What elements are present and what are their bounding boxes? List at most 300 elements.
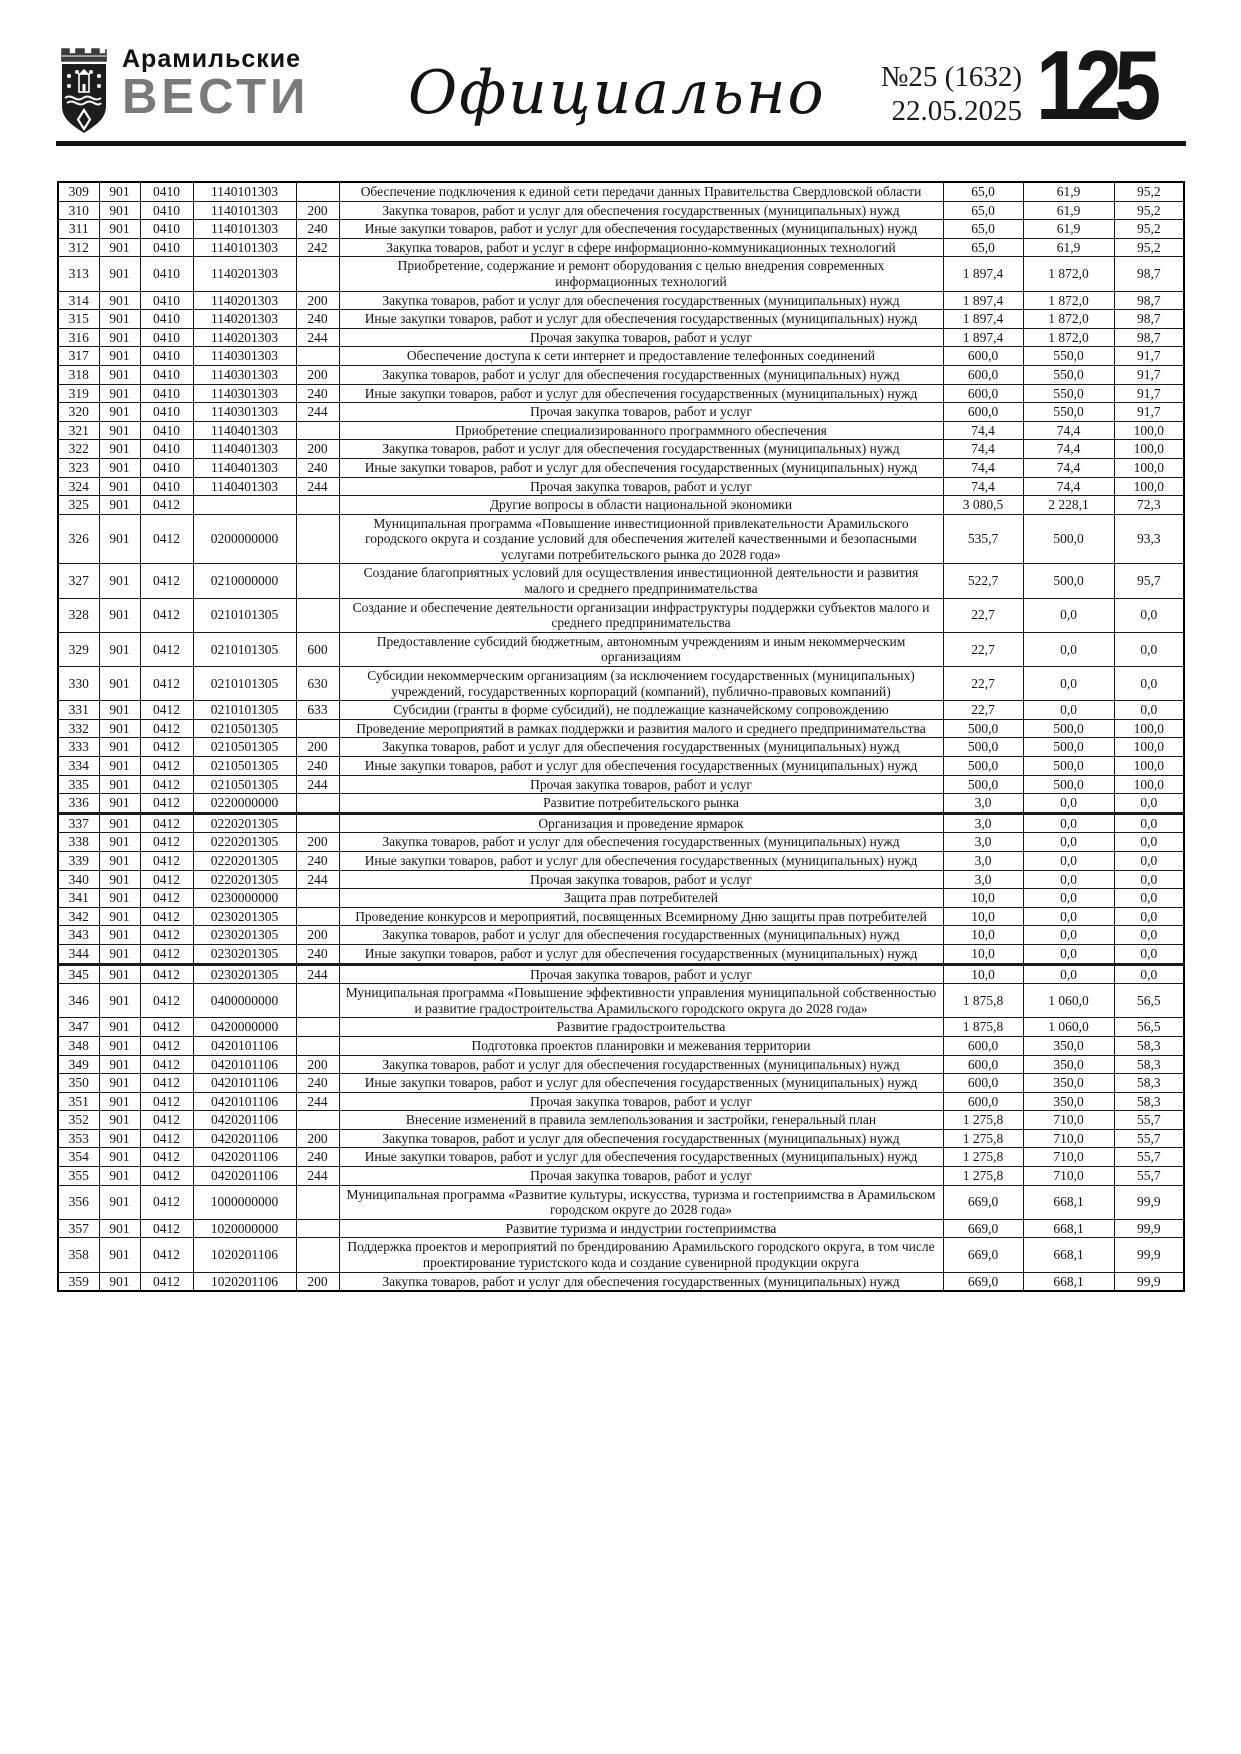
row-num-cell: 324 [58,477,99,496]
section-code-cell: 0412 [140,632,193,666]
executed-value-cell: 500,0 [1023,564,1114,598]
target-article-code-cell: 1140301303 [193,365,296,384]
grbs-code-cell: 901 [99,775,140,794]
percent-value-cell: 0,0 [1114,813,1184,833]
description-cell: Предоставление субсидий бюджетным, автономным учреждениям и иным некоммерческим организациям [339,632,943,666]
section-code-cell: 0410 [140,328,193,347]
grbs-code-cell: 901 [99,907,140,926]
section-code-cell: 0412 [140,719,193,738]
section-code-cell: 0412 [140,1129,193,1148]
expense-type-code-cell: 200 [296,291,339,310]
section-code-cell: 0410 [140,440,193,459]
description-cell: Иные закупки товаров, работ и услуг для обеспечения государственных (муниципальных) нужд [339,310,943,329]
executed-value-cell: 1 872,0 [1023,310,1114,329]
executed-value-cell: 61,9 [1023,201,1114,220]
table-row [58,238,1184,257]
description-cell: Организация и проведение ярмарок [339,813,943,833]
grbs-code-cell: 901 [99,813,140,833]
table-row [58,738,1184,757]
description-cell: Защита прав потребителей [339,889,943,908]
percent-value-cell: 95,2 [1114,182,1184,201]
section-code-cell: 0410 [140,403,193,422]
section-code-cell: 0412 [140,964,193,984]
row-num-cell: 349 [58,1055,99,1074]
percent-value-cell: 91,7 [1114,403,1184,422]
approved-value-cell: 1 897,4 [943,291,1023,310]
percent-value-cell: 56,5 [1114,984,1184,1018]
percent-value-cell: 0,0 [1114,944,1184,964]
section-code-cell: 0412 [140,984,193,1018]
approved-value-cell: 10,0 [943,907,1023,926]
table-row [58,944,1184,964]
section-code-cell: 0412 [140,833,193,852]
row-num-cell: 347 [58,1018,99,1037]
table-row [58,833,1184,852]
expense-type-code-cell: 630 [296,667,339,701]
target-article-code-cell: 1140101303 [193,238,296,257]
approved-value-cell: 22,7 [943,632,1023,666]
percent-value-cell: 58,3 [1114,1036,1184,1055]
section-code-cell: 0412 [140,1111,193,1130]
table-row [58,1167,1184,1186]
target-article-code-cell: 0210501305 [193,757,296,776]
row-num-cell: 359 [58,1272,99,1291]
section-code-cell: 0412 [140,1055,193,1074]
percent-value-cell: 0,0 [1114,598,1184,632]
approved-value-cell: 600,0 [943,1092,1023,1111]
row-num-cell: 344 [58,944,99,964]
section-code-cell: 0412 [140,926,193,945]
description-cell: Закупка товаров, работ и услуг для обеспечения государственных (муниципальных) нужд [339,1055,943,1074]
approved-value-cell: 1 897,4 [943,328,1023,347]
target-article-code-cell: 1140401303 [193,440,296,459]
description-cell: Иные закупки товаров, работ и услуг для обеспечения государственных (муниципальных) нужд [339,384,943,403]
target-article-code-cell: 1140401303 [193,458,296,477]
executed-value-cell: 74,4 [1023,477,1114,496]
row-num-cell: 334 [58,757,99,776]
grbs-code-cell: 901 [99,757,140,776]
percent-value-cell: 56,5 [1114,1018,1184,1037]
table-row [58,365,1184,384]
section-code-cell: 0410 [140,384,193,403]
row-num-cell: 323 [58,458,99,477]
executed-value-cell: 668,1 [1023,1238,1114,1272]
grbs-code-cell: 901 [99,794,140,814]
percent-value-cell: 55,7 [1114,1167,1184,1186]
description-cell: Создание благоприятных условий для осуществления инвестиционной деятельности и развития малого и среднего предпринимательства [339,564,943,598]
grbs-code-cell: 901 [99,365,140,384]
table-row [58,1272,1184,1291]
grbs-code-cell: 901 [99,201,140,220]
row-num-cell: 336 [58,794,99,814]
target-article-code-cell: 0210000000 [193,564,296,598]
executed-value-cell: 0,0 [1023,833,1114,852]
expense-type-code-cell [296,813,339,833]
table-row [58,458,1184,477]
approved-value-cell: 1 897,4 [943,310,1023,329]
percent-value-cell: 100,0 [1114,775,1184,794]
masthead-divider [56,141,1186,146]
row-num-cell: 348 [58,1036,99,1055]
table-row [58,1129,1184,1148]
row-num-cell: 354 [58,1148,99,1167]
table-row [58,1055,1184,1074]
table-row [58,632,1184,666]
grbs-code-cell: 901 [99,220,140,239]
percent-value-cell: 98,7 [1114,257,1184,291]
row-num-cell: 315 [58,310,99,329]
expense-type-code-cell: 240 [296,220,339,239]
description-cell: Прочая закупка товаров, работ и услуг [339,964,943,984]
grbs-code-cell: 901 [99,1036,140,1055]
expense-type-code-cell: 200 [296,1055,339,1074]
section-code-cell: 0412 [140,757,193,776]
target-article-code-cell: 0220201305 [193,813,296,833]
expense-type-code-cell [296,514,339,564]
percent-value-cell: 100,0 [1114,440,1184,459]
percent-value-cell: 100,0 [1114,477,1184,496]
issue-number: №25 (1632) [880,61,1022,93]
approved-value-cell: 3,0 [943,833,1023,852]
table-row [58,477,1184,496]
table-row [58,496,1184,515]
executed-value-cell: 710,0 [1023,1111,1114,1130]
percent-value-cell: 0,0 [1114,851,1184,870]
percent-value-cell: 100,0 [1114,738,1184,757]
percent-value-cell: 55,7 [1114,1129,1184,1148]
grbs-code-cell: 901 [99,310,140,329]
approved-value-cell: 600,0 [943,384,1023,403]
row-num-cell: 346 [58,984,99,1018]
description-cell: Развитие туризма и индустрии гостеприимства [339,1219,943,1238]
description-cell: Закупка товаров, работ и услуг для обеспечения государственных (муниципальных) нужд [339,291,943,310]
description-cell: Прочая закупка товаров, работ и услуг [339,477,943,496]
section-code-cell: 0412 [140,851,193,870]
grbs-code-cell: 901 [99,667,140,701]
expense-type-code-cell: 200 [296,926,339,945]
row-num-cell: 356 [58,1185,99,1219]
target-article-code-cell: 0420201106 [193,1129,296,1148]
expense-type-code-cell [296,1238,339,1272]
target-article-code-cell: 0420101106 [193,1036,296,1055]
description-cell: Проведение мероприятий в рамках поддержки и развития малого и среднего предпринимательства [339,719,943,738]
approved-value-cell: 500,0 [943,719,1023,738]
row-num-cell: 321 [58,421,99,440]
expense-type-code-cell: 244 [296,477,339,496]
description-cell: Иные закупки товаров, работ и услуг для обеспечения государственных (муниципальных) нужд [339,1074,943,1093]
table-row [58,851,1184,870]
row-num-cell: 343 [58,926,99,945]
target-article-code-cell: 0230201305 [193,907,296,926]
description-cell: Другие вопросы в области национальной экономики [339,496,943,515]
row-num-cell: 332 [58,719,99,738]
approved-value-cell: 600,0 [943,347,1023,366]
table-row [58,201,1184,220]
target-article-code-cell: 1140301303 [193,347,296,366]
section-code-cell: 0410 [140,365,193,384]
description-cell: Иные закупки товаров, работ и услуг для обеспечения государственных (муниципальных) нужд [339,220,943,239]
target-article-code-cell: 0200000000 [193,514,296,564]
approved-value-cell: 10,0 [943,926,1023,945]
approved-value-cell: 74,4 [943,440,1023,459]
grbs-code-cell: 901 [99,1111,140,1130]
newspaper-logo [58,46,309,136]
section-code-cell: 0412 [140,514,193,564]
expense-type-code-cell [296,257,339,291]
executed-value-cell: 0,0 [1023,813,1114,833]
grbs-code-cell: 901 [99,944,140,964]
expense-type-code-cell: 200 [296,440,339,459]
expense-type-code-cell: 240 [296,944,339,964]
executed-value-cell: 550,0 [1023,365,1114,384]
grbs-code-cell: 901 [99,889,140,908]
target-article-code-cell: 0230201305 [193,926,296,945]
expense-type-code-cell [296,496,339,515]
table-row [58,421,1184,440]
percent-value-cell: 100,0 [1114,719,1184,738]
table-row [58,889,1184,908]
approved-value-cell: 1 275,8 [943,1148,1023,1167]
target-article-code-cell: 1020000000 [193,1219,296,1238]
row-num-cell: 333 [58,738,99,757]
percent-value-cell: 98,7 [1114,310,1184,329]
expense-type-code-cell [296,347,339,366]
target-article-code-cell: 1140201303 [193,310,296,329]
section-code-cell: 0412 [140,701,193,720]
row-num-cell: 319 [58,384,99,403]
description-cell: Прочая закупка товаров, работ и услуг [339,1167,943,1186]
description-cell: Закупка товаров, работ и услуг для обеспечения государственных (муниципальных) нужд [339,1129,943,1148]
grbs-code-cell: 901 [99,984,140,1018]
executed-value-cell: 74,4 [1023,421,1114,440]
approved-value-cell: 10,0 [943,944,1023,964]
approved-value-cell: 1 875,8 [943,1018,1023,1037]
target-article-code-cell: 1140301303 [193,403,296,422]
section-code-cell: 0412 [140,1185,193,1219]
section-code-cell: 0412 [140,944,193,964]
row-num-cell: 331 [58,701,99,720]
issue-block [881,60,1022,128]
percent-value-cell: 58,3 [1114,1092,1184,1111]
percent-value-cell: 0,0 [1114,889,1184,908]
row-num-cell: 325 [58,496,99,515]
target-article-code-cell: 0220201305 [193,870,296,889]
row-num-cell: 345 [58,964,99,984]
grbs-code-cell: 901 [99,1018,140,1037]
grbs-code-cell: 901 [99,182,140,201]
executed-value-cell: 500,0 [1023,757,1114,776]
executed-value-cell: 1 872,0 [1023,291,1114,310]
percent-value-cell: 0,0 [1114,701,1184,720]
description-cell: Обеспечение доступа к сети интернет и предоставление телефонных соединений [339,347,943,366]
expense-type-code-cell [296,598,339,632]
grbs-code-cell: 901 [99,257,140,291]
row-num-cell: 338 [58,833,99,852]
approved-value-cell: 10,0 [943,889,1023,908]
table-row [58,926,1184,945]
executed-value-cell: 74,4 [1023,440,1114,459]
executed-value-cell: 350,0 [1023,1036,1114,1055]
section-code-cell: 0412 [140,738,193,757]
percent-value-cell: 91,7 [1114,365,1184,384]
grbs-code-cell: 901 [99,1185,140,1219]
approved-value-cell: 1 875,8 [943,984,1023,1018]
section-code-cell: 0412 [140,1238,193,1272]
row-num-cell: 317 [58,347,99,366]
section-code-cell: 0412 [140,870,193,889]
table-row [58,813,1184,833]
expense-type-code-cell: 244 [296,964,339,984]
row-num-cell: 352 [58,1111,99,1130]
approved-value-cell: 600,0 [943,1074,1023,1093]
expense-type-code-cell [296,1018,339,1037]
table-row [58,347,1184,366]
approved-value-cell: 3,0 [943,851,1023,870]
percent-value-cell: 0,0 [1114,833,1184,852]
coat-of-arms-icon [58,46,110,136]
target-article-code-cell: 0420101106 [193,1055,296,1074]
executed-value-cell: 0,0 [1023,794,1114,814]
row-num-cell: 328 [58,598,99,632]
row-num-cell: 310 [58,201,99,220]
grbs-code-cell: 901 [99,403,140,422]
approved-value-cell: 1 275,8 [943,1129,1023,1148]
expense-type-code-cell: 244 [296,403,339,422]
approved-value-cell: 65,0 [943,182,1023,201]
expense-type-code-cell [296,719,339,738]
percent-value-cell: 72,3 [1114,496,1184,515]
row-num-cell: 322 [58,440,99,459]
table-row [58,667,1184,701]
expense-type-code-cell: 200 [296,738,339,757]
percent-value-cell: 100,0 [1114,421,1184,440]
expense-type-code-cell: 244 [296,775,339,794]
table-row [58,1092,1184,1111]
row-num-cell: 320 [58,403,99,422]
executed-value-cell: 1 060,0 [1023,984,1114,1018]
row-num-cell: 358 [58,1238,99,1272]
percent-value-cell: 99,9 [1114,1272,1184,1291]
grbs-code-cell: 901 [99,719,140,738]
executed-value-cell: 668,1 [1023,1272,1114,1291]
grbs-code-cell: 901 [99,738,140,757]
target-article-code-cell: 1020201106 [193,1272,296,1291]
table-row [58,1148,1184,1167]
expense-type-code-cell: 200 [296,201,339,220]
executed-value-cell: 0,0 [1023,889,1114,908]
expense-type-code-cell: 240 [296,757,339,776]
expense-type-code-cell [296,907,339,926]
description-cell: Приобретение специализированного программного обеспечения [339,421,943,440]
executed-value-cell: 550,0 [1023,403,1114,422]
row-num-cell: 355 [58,1167,99,1186]
executed-value-cell: 0,0 [1023,851,1114,870]
grbs-code-cell: 901 [99,1148,140,1167]
description-cell: Прочая закупка товаров, работ и услуг [339,1092,943,1111]
grbs-code-cell: 901 [99,347,140,366]
grbs-code-cell: 901 [99,458,140,477]
description-cell: Проведение конкурсов и мероприятий, посвященных Всемирному Дню защиты прав потребителей [339,907,943,926]
expense-type-code-cell: 242 [296,238,339,257]
description-cell: Закупка товаров, работ и услуг для обеспечения государственных (муниципальных) нужд [339,201,943,220]
executed-value-cell: 1 872,0 [1023,257,1114,291]
expense-type-code-cell: 200 [296,365,339,384]
section-code-cell: 0412 [140,1018,193,1037]
section-code-cell: 0410 [140,477,193,496]
description-cell: Муниципальная программа «Повышение инвестиционной привлекательности Арамильского городского округа и создание условий для обеспечения жителей качественными и безопасными услугами потребительского рынка до 2028 года» [339,514,943,564]
approved-value-cell: 22,7 [943,701,1023,720]
executed-value-cell: 710,0 [1023,1129,1114,1148]
table-row [58,403,1184,422]
description-cell: Создание и обеспечение деятельности организации инфраструктуры поддержки субъектов малого и среднего предпринимательства [339,598,943,632]
executed-value-cell: 61,9 [1023,182,1114,201]
section-code-cell: 0412 [140,667,193,701]
section-code-cell: 0410 [140,310,193,329]
approved-value-cell: 1 275,8 [943,1167,1023,1186]
section-code-cell: 0412 [140,1092,193,1111]
expense-type-code-cell: 244 [296,1167,339,1186]
description-cell: Развитие градостроительства [339,1018,943,1037]
description-cell: Закупка товаров, работ и услуг для обеспечения государственных (муниципальных) нужд [339,1272,943,1291]
table-row [58,514,1184,564]
row-num-cell: 309 [58,182,99,201]
approved-value-cell: 65,0 [943,201,1023,220]
expense-type-code-cell: 240 [296,458,339,477]
approved-value-cell: 3 080,5 [943,496,1023,515]
executed-value-cell: 550,0 [1023,347,1114,366]
target-article-code-cell: 1140101303 [193,182,296,201]
section-code-cell: 0412 [140,1074,193,1093]
expense-type-code-cell: 240 [296,310,339,329]
approved-value-cell: 669,0 [943,1185,1023,1219]
expense-type-code-cell: 244 [296,1092,339,1111]
table-row [58,1074,1184,1093]
row-num-cell: 312 [58,238,99,257]
grbs-code-cell: 901 [99,238,140,257]
target-article-code-cell: 0220000000 [193,794,296,814]
section-code-cell: 0410 [140,238,193,257]
row-num-cell: 350 [58,1074,99,1093]
target-article-code-cell: 0210101305 [193,701,296,720]
row-num-cell: 326 [58,514,99,564]
expense-type-code-cell [296,794,339,814]
target-article-code-cell: 1140401303 [193,421,296,440]
grbs-code-cell: 901 [99,1129,140,1148]
percent-value-cell: 58,3 [1114,1074,1184,1093]
percent-value-cell: 0,0 [1114,964,1184,984]
table-row [58,564,1184,598]
percent-value-cell: 98,7 [1114,328,1184,347]
executed-value-cell: 0,0 [1023,964,1114,984]
section-code-cell: 0412 [140,1148,193,1167]
budget-table-body [58,182,1184,1291]
description-cell: Закупка товаров, работ и услуг в сфере информационно-коммуникационных технологий [339,238,943,257]
executed-value-cell: 0,0 [1023,632,1114,666]
executed-value-cell: 500,0 [1023,514,1114,564]
grbs-code-cell: 901 [99,833,140,852]
table-row [58,775,1184,794]
executed-value-cell: 0,0 [1023,944,1114,964]
percent-value-cell: 0,0 [1114,870,1184,889]
grbs-code-cell: 901 [99,1219,140,1238]
description-cell: Муниципальная программа «Развитие культуры, искусства, туризма и гостеприимства в Арамильском городском округе до 2028 года» [339,1185,943,1219]
table-row [58,907,1184,926]
expense-type-code-cell: 600 [296,632,339,666]
target-article-code-cell: 0230201305 [193,944,296,964]
table-row [58,257,1184,291]
section-code-cell: 0410 [140,421,193,440]
target-article-code-cell: 1140201303 [193,328,296,347]
